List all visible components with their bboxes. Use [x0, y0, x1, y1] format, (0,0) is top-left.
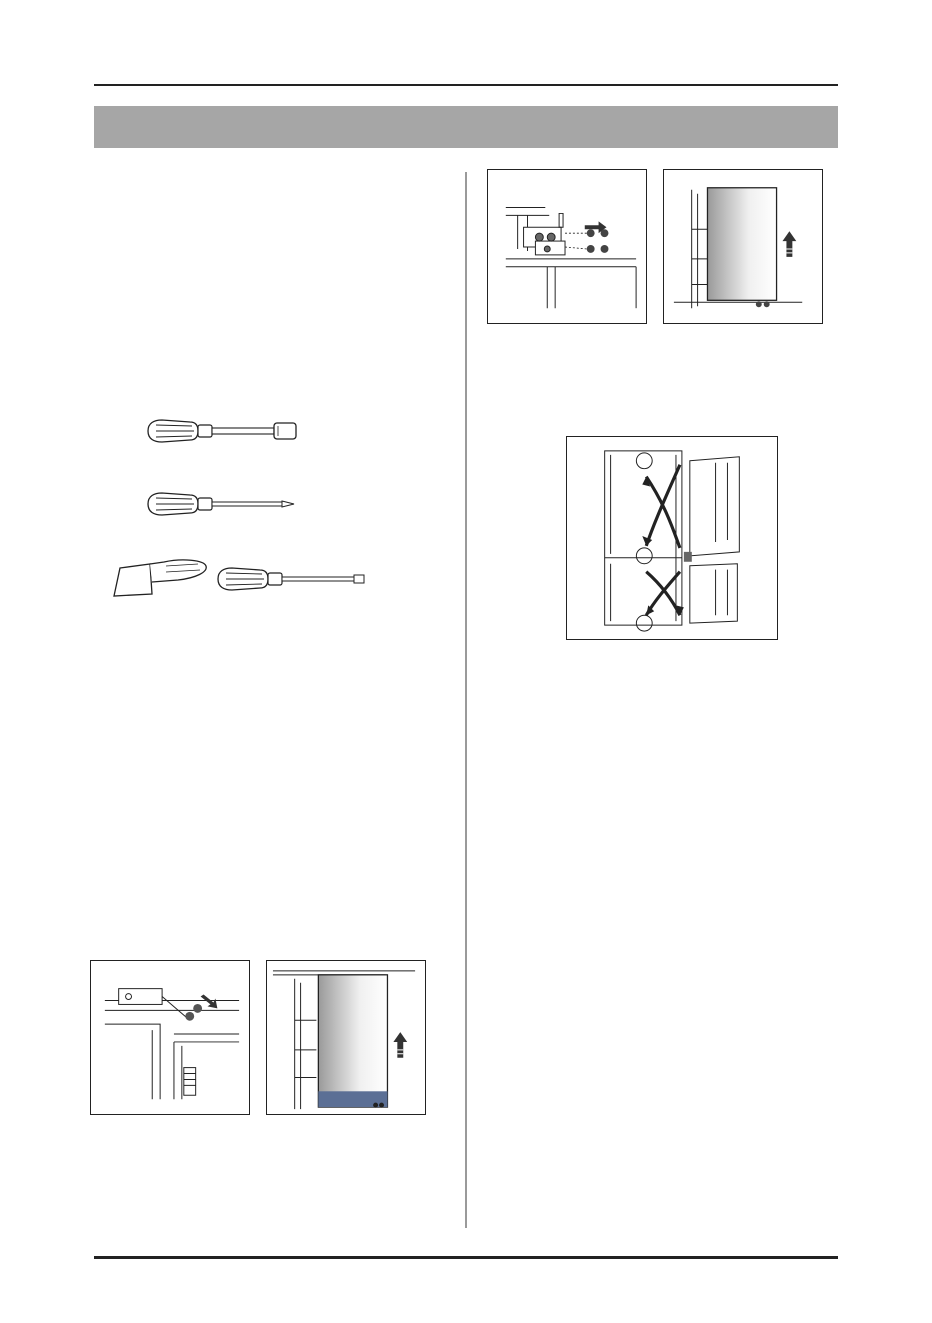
column-divider: [465, 172, 467, 1228]
cross-screwdriver-icon: [146, 490, 298, 518]
section-heading-band: [94, 106, 838, 148]
footer-rule: [94, 1256, 838, 1259]
lift-upper-door-figure: [663, 169, 823, 324]
door-reversal-diagram: [566, 436, 778, 640]
socket-wrench-screwdriver-icon: [146, 417, 298, 445]
lower-hinge-removal-figure: [90, 960, 250, 1115]
flat-screwdriver-icon: [216, 565, 366, 593]
putty-knife-icon: [112, 556, 210, 598]
top-hinge-removal-figure: [487, 169, 647, 324]
header-rule: [94, 84, 838, 86]
lift-lower-door-figure: [266, 960, 426, 1115]
